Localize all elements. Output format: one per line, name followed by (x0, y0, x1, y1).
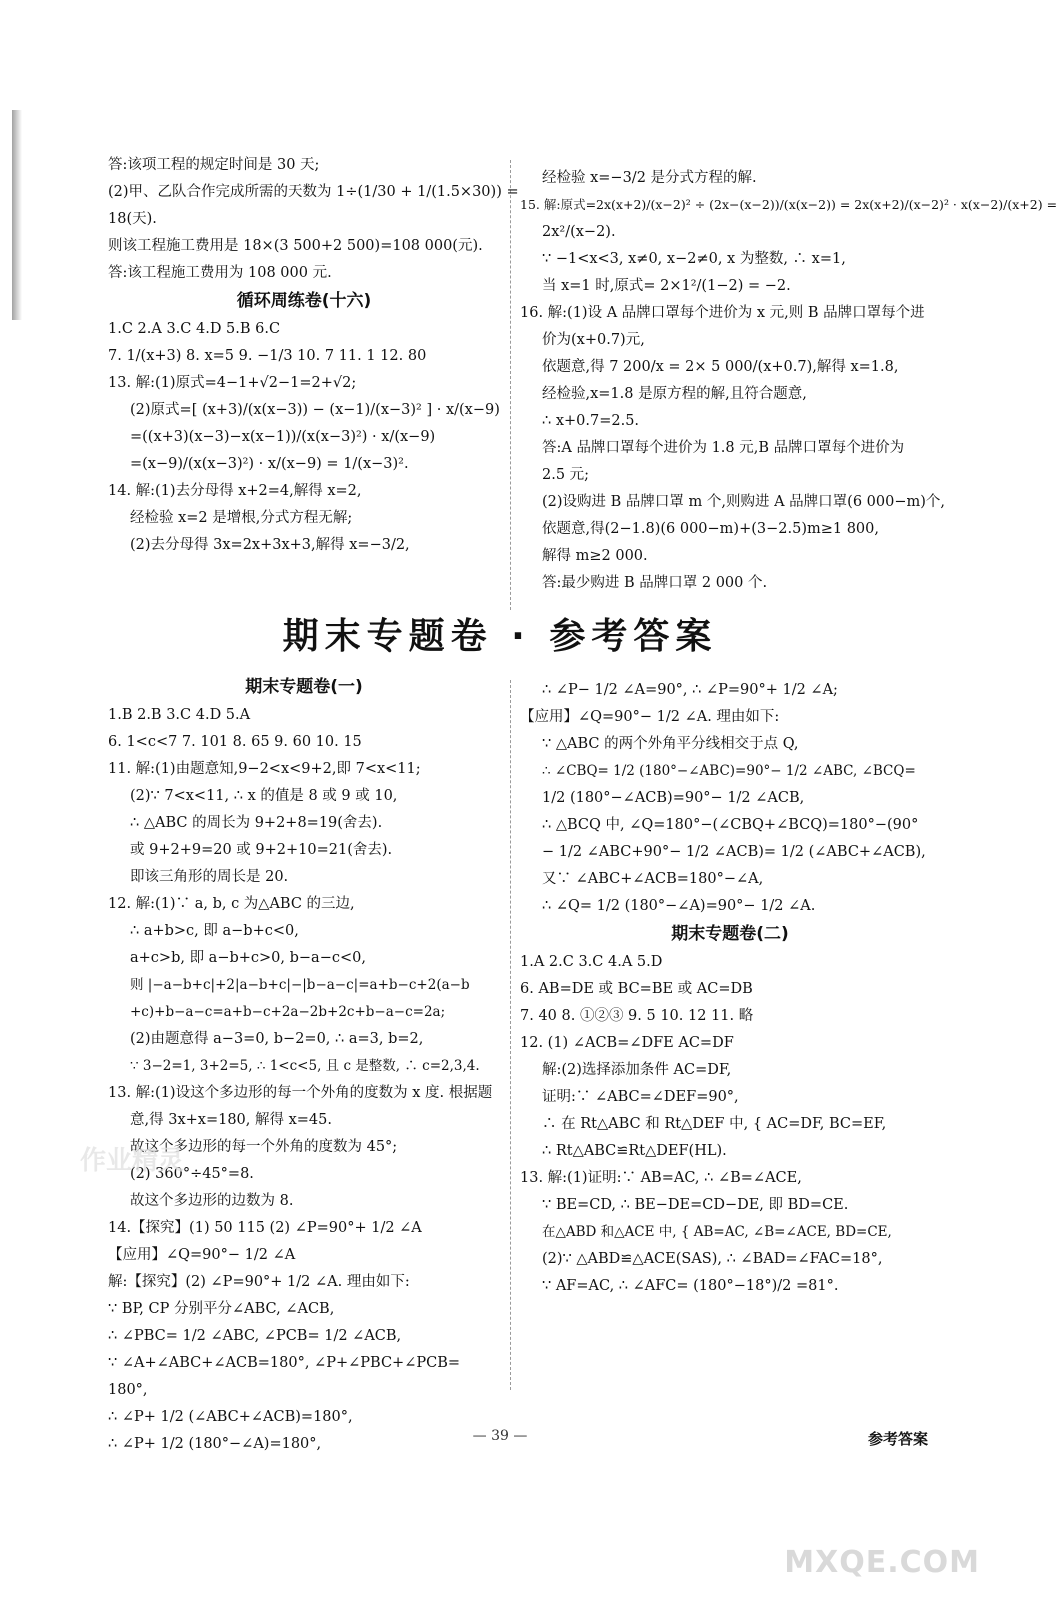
section-title: 循环周练卷(十六) (236, 291, 372, 311)
answer-line: (2)∵ 7<x<11, ∴ x 的值是 8 或 9 或 10, (130, 788, 398, 804)
answer-line: ∴ ∠P+ 1/2 (∠ABC+∠ACB)=180°, (108, 1409, 353, 1425)
answer-line: 11. 解:(1)由题意知,9−2<x<9+2,即 7<x<11; (108, 761, 421, 777)
answer-line: 又∵ ∠ABC+∠ACB=180°−∠A, (542, 871, 764, 887)
answer-line: 2.5 元; (542, 467, 590, 483)
answer-line: 【应用】∠Q=90°− 1/2 ∠A (108, 1247, 296, 1263)
answer-line: 2x²/(x−2). (542, 224, 616, 240)
answer-line: ∴ ∠CBQ= 1/2 (180°−∠ABC)=90°− 1/2 ∠ABC, ∠BCQ= (542, 763, 916, 779)
answer-line: ∴ Rt△ABC≌Rt△DEF(HL). (542, 1143, 727, 1159)
answer-line: ∴ ∠PBC= 1/2 ∠ABC, ∠PCB= 1/2 ∠ACB, (108, 1328, 402, 1344)
answer-line: (2)原式=[ (x+3)/(x(x−3)) − (x−1)/(x−3)² ] · x/(x−9) (130, 402, 500, 418)
answer-line: 则 |−a−b+c|+2|a−b+c|−|b−a−c|=a+b−c+2(a−b (130, 977, 470, 993)
right-column-top (520, 168, 1057, 600)
answer-line: ∴ a+b>c, 即 a−b+c<0, (130, 923, 299, 939)
section-title: 期末专题卷(二) (671, 924, 789, 944)
answer-line: 或 9+2+9=20 或 9+2+10=21(舍去). (130, 842, 393, 858)
answer-line: 依题意,得 7 200/x = 2× 5 000/(x+0.7),解得 x=1.8, (542, 359, 899, 375)
answer-line: ∵ AF=AC, ∴ ∠AFC= (180°−18°)/2 =81°. (542, 1278, 839, 1294)
answer-line: 13. 解:(1)证明:∵ AB=AC, ∴ ∠B=∠ACE, (520, 1170, 802, 1186)
answer-line: 依题意,得(2−1.8)(6 000−m)+(3−2.5)m≥1 800, (542, 521, 879, 537)
faded-stamp: 作业精灵 (80, 1146, 185, 1176)
column-divider-top (510, 160, 511, 610)
answer-line: 解得 m≥2 000. (542, 548, 648, 564)
answer-line: 价为(x+0.7)元, (542, 332, 645, 348)
answer-line: 14. 解:(1)去分母得 x+2=4,解得 x=2, (108, 483, 362, 499)
answer-line: 14.【探究】(1) 50 115 (2) ∠P=90°+ 1/2 ∠A (108, 1220, 422, 1236)
answer-line: ∴ 在 Rt△ABC 和 Rt△DEF 中, { AC=DF, BC=EF, (542, 1116, 887, 1132)
section-title: 期末专题卷(一) (245, 677, 363, 697)
answer-line: (2)由题意得 a−3=0, b−2=0, ∴ a=3, b=2, (130, 1031, 424, 1047)
answer-line: 经检验,x=1.8 是原方程的解,且符合题意, (542, 386, 807, 402)
answer-line: 12. 解:(1)∵ a, b, c 为△ABC 的三边, (108, 896, 355, 912)
text-line: 答:该工程施工费用为 108 000 元. (108, 265, 332, 281)
answer-line: 答:A 品牌口罩每个进价为 1.8 元,B 品牌口罩每个进价为 (542, 440, 905, 456)
page-title: 期末专题卷 · 参考答案 (282, 616, 718, 657)
answer-line: ∴ ∠Q= 1/2 (180°−∠A)=90°− 1/2 ∠A. (542, 898, 816, 914)
answer-line: 答:最少购进 B 品牌口罩 2 000 个. (542, 575, 768, 591)
answer-line: ∵ ∠A+∠ABC+∠ACB=180°, ∠P+∠PBC+∠PCB= (108, 1355, 460, 1371)
page-number: — 39 — (472, 1428, 528, 1444)
answer-line: ∴ x+0.7=2.5. (542, 413, 640, 429)
answer-line: ∴ ∠P− 1/2 ∠A=90°, ∴ ∠P=90°+ 1/2 ∠A; (542, 682, 838, 698)
answer-line: (2)∵ △ABD≌△ACE(SAS), ∴ ∠BAD=∠FAC=18°, (542, 1251, 883, 1267)
answer-line: 6. 1<c<7 7. 101 8. 65 9. 60 10. 15 (108, 734, 362, 750)
answer-line: 15. 解:原式=2x(x+2)/(x−2)² ÷ (2x−(x−2))/(x(x−2)) = 2x(x+2)/(x−2)² · x(x−2)/(x+2) = (520, 197, 1057, 212)
watermark-logo (770, 1470, 980, 1580)
answer-line: 13. 解:(1)设这个多边形的每一个外角的度数为 x 度. 根据题 (108, 1085, 493, 1101)
answer-line: a+c>b, 即 a−b+c>0, b−a−c<0, (130, 950, 366, 966)
answer-line: 即该三角形的周长是 20. (130, 869, 289, 885)
answer-line: ∵ 3−2=1, 3+2=5, ∴ 1<c<5, 且 c 是整数, ∴ c=2,3,4. (130, 1058, 480, 1074)
text-line: 答:该项工程的规定时间是 30 天; (108, 157, 320, 173)
answer-line: 当 x=1 时,原式= 2×1²/(1−2) = −2. (542, 278, 791, 294)
answer-line: (2)去分母得 3x=2x+3x+3,解得 x=−3/2, (130, 537, 410, 553)
answer-line: =((x+3)(x−3)−x(x−1))/(x(x−3)²) · x/(x−9) (130, 429, 436, 445)
answer-line: ∵ −1<x<3, x≠0, x−2≠0, x 为整数, ∴ x=1, (542, 251, 846, 267)
answer-line: − 1/2 ∠ABC+90°− 1/2 ∠ACB)= 1/2 (∠ABC+∠ACB), (542, 844, 926, 860)
answer-line: 经检验 x=−3/2 是分式方程的解. (542, 170, 757, 186)
answer-line: 7. 1/(x+3) 8. x=5 9. −1/3 10. 7 11. 1 12. 80 (108, 348, 427, 364)
answer-line: 12. (1) ∠ACB=∠DFE AC=DF (520, 1035, 734, 1051)
answer-line: (2)设购进 B 品牌口罩 m 个,则购进 A 品牌口罩(6 000−m)个, (542, 494, 946, 510)
answer-line: ∴ △BCQ 中, ∠Q=180°−(∠CBQ+∠BCQ)=180°−(90° (542, 817, 919, 833)
answer-line: 在△ABD 和△ACE 中, { AB=AC, ∠B=∠ACE, BD=CE, (542, 1224, 892, 1240)
answer-line: ∴ ∠P+ 1/2 (180°−∠A)=180°, (108, 1436, 322, 1452)
answer-line: ∵ BP, CP 分别平分∠ABC, ∠ACB, (108, 1301, 335, 1317)
answer-line: 故这个多边形的边数为 8. (130, 1193, 294, 1209)
answer-line: 1.A 2.C 3.C 4.A 5.D (520, 954, 663, 970)
column-divider-bottom (510, 680, 511, 1390)
answer-line: (2) 360°÷45°=8. (130, 1166, 254, 1182)
answer-line: 故这个多边形的每一个外角的度数为 45°; (130, 1139, 398, 1155)
answer-line: 证明:∵ ∠ABC=∠DEF=90°, (542, 1089, 739, 1105)
answer-line: 意,得 3x+x=180, 解得 x=45. (130, 1112, 332, 1128)
answer-line: 6. AB=DE 或 BC=BE 或 AC=DB (520, 981, 753, 997)
footer-label: 参考答案 (867, 1430, 928, 1448)
answer-line: ∵ △ABC 的两个外角平分线相交于点 Q, (542, 736, 799, 752)
answer-line: +c)+b−a−c=a+b−c+2a−2b+2c+b−a−c=2a; (130, 1004, 446, 1020)
scan-shadow (12, 110, 22, 320)
left-column-bottom (108, 677, 500, 1461)
answer-line: 7. 40 8. ①②③ 9. 5 10. 12 11. 略 (520, 1008, 754, 1024)
answer-line: 解:(2)选择添加条件 AC=DF, (542, 1062, 732, 1078)
watermark-text: MXQE.COM (784, 1545, 980, 1580)
answer-line: 1.C 2.A 3.C 4.D 5.B 6.C (108, 321, 281, 337)
answer-line: 1/2 (180°−∠ACB)=90°− 1/2 ∠ACB, (542, 790, 805, 806)
text-line: (2)甲、乙队合作完成所需的天数为 1÷(1/30 + 1/(1.5×30)) = (108, 184, 519, 200)
right-column-bottom (520, 680, 940, 1303)
answer-line: ∴ △ABC 的周长为 9+2+8=19(舍去). (130, 815, 383, 831)
answer-line: =(x−9)/(x(x−3)²) · x/(x−9) = 1/(x−3)². (130, 456, 409, 472)
answer-line: 13. 解:(1)原式=4−1+√2−1=2+√2; (108, 375, 357, 391)
answer-line: 16. 解:(1)设 A 品牌口罩每个进价为 x 元,则 B 品牌口罩每个进 (520, 305, 925, 321)
answer-line: 解:【探究】(2) ∠P=90°+ 1/2 ∠A. 理由如下: (108, 1274, 410, 1290)
text-line: 则该工程施工费用是 18×(3 500+2 500)=108 000(元). (108, 238, 483, 254)
answer-line: ∵ BE=CD, ∴ BE−DE=CD−DE, 即 BD=CE. (542, 1197, 849, 1213)
answer-line: 1.B 2.B 3.C 4.D 5.A (108, 707, 251, 723)
answer-line: 【应用】∠Q=90°− 1/2 ∠A. 理由如下: (520, 709, 780, 725)
left-column-top (108, 155, 519, 562)
answer-line: 经检验 x=2 是增根,分式方程无解; (130, 510, 353, 526)
text-line: 18(天). (108, 211, 157, 227)
answer-line: 180°, (108, 1382, 148, 1398)
